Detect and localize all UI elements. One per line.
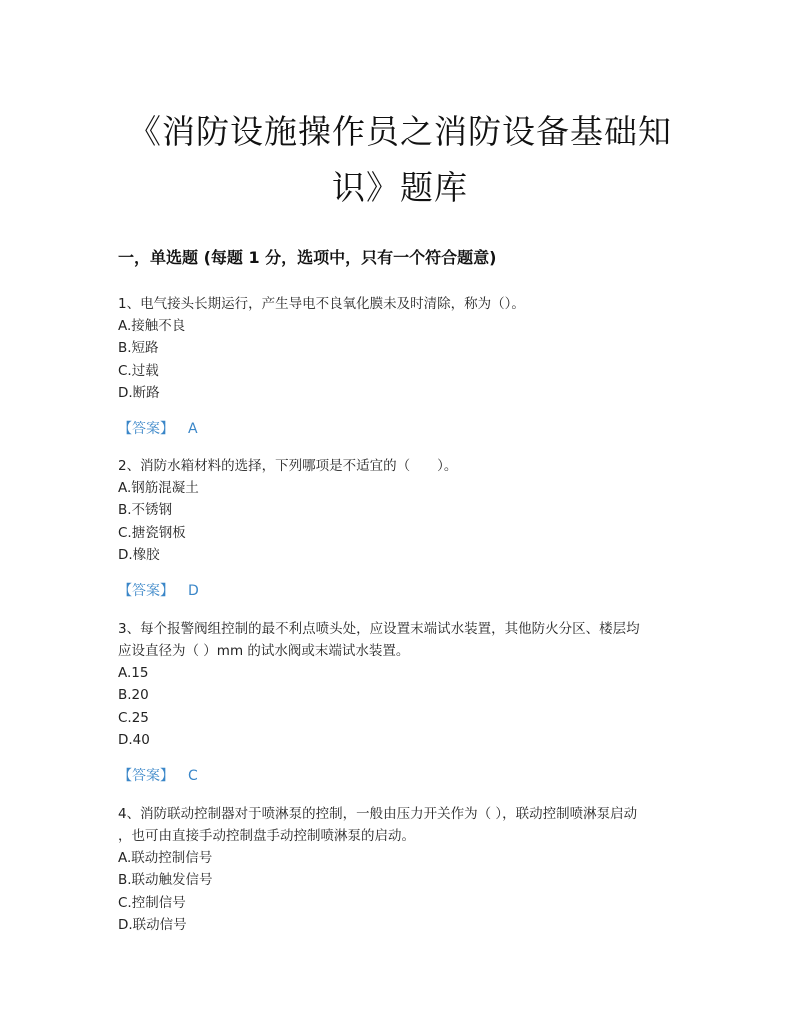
question-stem-line-2: ，也可由直接手动控制盘手动控制喷淋泵的启动。 (118, 828, 415, 844)
document-title (110, 104, 690, 216)
question-stem: 1、电气接头长期运行，产生导电不良氧化膜未及时清除，称为（）。 (118, 296, 525, 312)
answer-line (118, 418, 688, 440)
question-stem-line-1: 3、每个报警阀组控制的最不利点喷头处，应设置末端试水装置，其他防火分区、楼层均 (118, 621, 640, 637)
question-stem-line-1: 4、消防联动控制器对于喷淋泵的控制，一般由压力开关作为（ ），联动控制喷淋泵启动 (118, 806, 638, 822)
question-stem-line-2: 应设直径为（ ）mm 的试水阀或末端试水装置。 (118, 643, 410, 659)
option-c: C.搪瓷钢板 (118, 524, 186, 541)
answer-label: 【答案】 (118, 421, 174, 438)
option-d: D.橡胶 (118, 546, 160, 563)
option-d: D.40 (118, 731, 150, 748)
answer-value: C (188, 768, 198, 785)
option-d: D.联动信号 (118, 916, 187, 933)
option-b: B.20 (118, 687, 149, 704)
option-b: B.不锈钢 (118, 502, 173, 519)
answer-label: 【答案】 (118, 768, 174, 785)
question-3 (118, 618, 688, 787)
answer-line (118, 765, 688, 787)
answer-line (118, 580, 688, 602)
option-a: A.15 (118, 665, 149, 681)
question-stem: 2、消防水箱材料的选择，下列哪项是不适宜的（ ）。 (118, 458, 458, 474)
option-c: C.过载 (118, 362, 159, 379)
option-b: B.联动触发信号 (118, 872, 213, 889)
title-line-2: 识》题库 (332, 168, 468, 207)
answer-label: 【答案】 (118, 583, 174, 600)
question-2 (118, 455, 688, 602)
section-heading: 一，单选题 (每题 1 分，选项中，只有一个符合题意) (118, 248, 497, 267)
answer-value: D (188, 583, 199, 600)
option-b: B.短路 (118, 340, 159, 357)
option-c: C.25 (118, 709, 149, 726)
option-a: A.接触不良 (118, 318, 186, 334)
title-line-1: 《消防设施操作员之消防设备基础知 (128, 112, 672, 151)
question-4 (118, 803, 688, 936)
option-d: D.断路 (118, 384, 160, 401)
option-a: A.联动控制信号 (118, 850, 213, 866)
option-c: C.控制信号 (118, 894, 186, 911)
question-1 (118, 293, 688, 440)
answer-value: A (188, 421, 198, 438)
option-a: A.钢筋混凝土 (118, 480, 199, 496)
